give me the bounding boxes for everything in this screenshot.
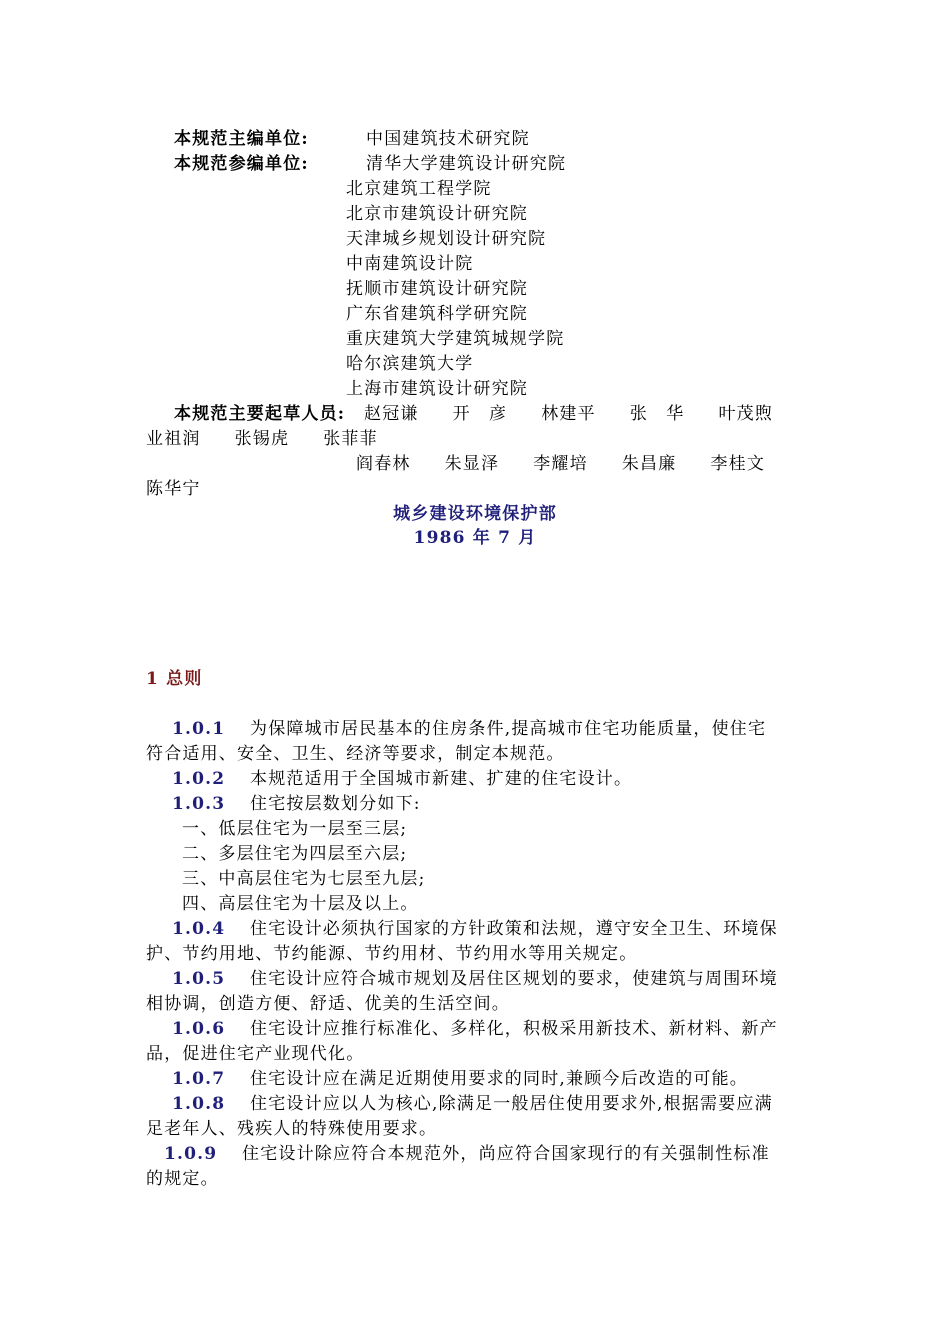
participating-unit: 抚顺市建筑设计研究院 [346,279,528,299]
drafter-name: 叶茂煦 [718,404,774,424]
clause-1-0-1 [172,718,766,740]
participating-unit: 天津城乡规划设计研究院 [346,229,547,249]
drafter-name: 张锡虎 [234,429,290,449]
clause-number: 1.0.1 [172,719,226,739]
drafter-name: 赵冠谦 [364,404,419,424]
clause-number: 1.0.8 [172,1094,226,1114]
clause-1-0-4 [172,918,778,940]
drafter-name: 张菲菲 [323,429,378,449]
clause-text: 相协调，创造方便、舒适、优美的生活空间。 [146,994,510,1014]
clause-text: 住宅设计应推行标准化、多样化，积极采用新技术、新材料、新产 [250,1019,778,1039]
clause-text: 为保障城市居民基本的住房条件,提高城市住宅功能质量，使住宅 [250,719,767,739]
clause-text: 品，促进住宅产业现代化。 [146,1044,365,1064]
clause-1-0-6 [172,1018,778,1040]
clause-text: 符合适用、安全、卫生、经济等要求，制定本规范。 [146,744,565,764]
clause-text: 足老年人、残疾人的特殊使用要求。 [146,1119,438,1139]
drafter-name: 李耀培 [533,454,588,474]
clause-text: 护、节约用地、节约能源、节约用材、节约用水等用关规定。 [146,944,638,964]
clause-1-0-2 [172,768,632,790]
clause-text: 住宅设计除应符合本规范外，尚应符合国家现行的有关强制性标准 [242,1144,770,1164]
clause-text: 的规定。 [146,1169,219,1189]
participating-unit: 北京市建筑设计研究院 [346,204,528,224]
clause-text: 住宅设计应符合城市规划及居住区规划的要求，使建筑与周围环境 [250,969,778,989]
drafter-name: 阎春林 [356,454,411,474]
clause-number: 1.0.3 [172,794,226,814]
drafter-name: 李桂文 [710,454,766,474]
list-item: 四、高层住宅为十层及以上。 [182,894,419,914]
participating-unit: 中南建筑设计院 [346,254,474,274]
clause-text: 住宅设计必须执行国家的方针政策和法规，遵守安全卫生、环境保 [250,919,778,939]
list-item: 一、低层住宅为一层至三层; [182,819,408,839]
participating-unit: 重庆建筑大学建筑城规学院 [346,329,565,349]
drafter-name: 朱显泽 [444,454,500,474]
clause-number: 1.0.4 [172,919,226,939]
clause-number: 1.0.6 [172,1019,226,1039]
clause-1-0-9 [164,1143,770,1165]
clause-number: 1.0.2 [172,769,226,789]
drafter-name: 朱昌廉 [621,454,677,474]
clause-1-0-8 [172,1093,773,1115]
clause-1-0-7 [172,1068,748,1090]
clause-1-0-3 [172,793,421,815]
drafter-name: 开 彦 [452,404,508,424]
drafters-row [356,453,765,475]
drafters-row [364,403,773,425]
participating-unit: 广东省建筑科学研究院 [346,304,528,324]
list-item: 三、中高层住宅为七层至九层; [182,869,426,889]
participating-units-label: 本规范参编单位: [174,154,309,174]
participating-unit: 清华大学建筑设计研究院 [366,154,567,174]
drafters-label: 本规范主要起草人员: [174,404,346,424]
drafters-row [146,428,412,450]
clause-text: 本规范适用于全国城市新建、扩建的住宅设计。 [250,769,633,789]
drafter-name: 业祖润 [146,429,201,449]
clause-text: 住宅按层数划分如下: [250,794,421,814]
chapter-title: 1 总则 [146,669,203,689]
clause-text: 住宅设计应以人为核心,除满足一般居住使用要求外,根据需要应满 [250,1094,773,1114]
clause-number: 1.0.9 [164,1144,218,1164]
issue-date: 1986 年 7 月 [413,528,537,548]
drafter-name: 张 华 [629,404,685,424]
participating-unit: 哈尔滨建筑大学 [346,354,474,374]
drafter-name: 林建平 [541,404,596,424]
chief-editor-unit: 中国建筑技术研究院 [366,129,530,149]
clause-text: 住宅设计应在满足近期使用要求的同时,兼顾今后改造的可能。 [250,1069,749,1089]
participating-unit: 上海市建筑设计研究院 [346,379,528,399]
participating-unit: 北京建筑工程学院 [346,179,492,199]
clause-1-0-5 [172,968,778,990]
chief-editor-label: 本规范主编单位: [174,129,309,149]
clause-number: 1.0.5 [172,969,226,989]
issuer-name: 城乡建设环境保护部 [393,504,557,524]
clause-number: 1.0.7 [172,1069,226,1089]
list-item: 二、多层住宅为四层至六层; [182,844,408,864]
drafter-name: 陈华宁 [146,479,201,499]
